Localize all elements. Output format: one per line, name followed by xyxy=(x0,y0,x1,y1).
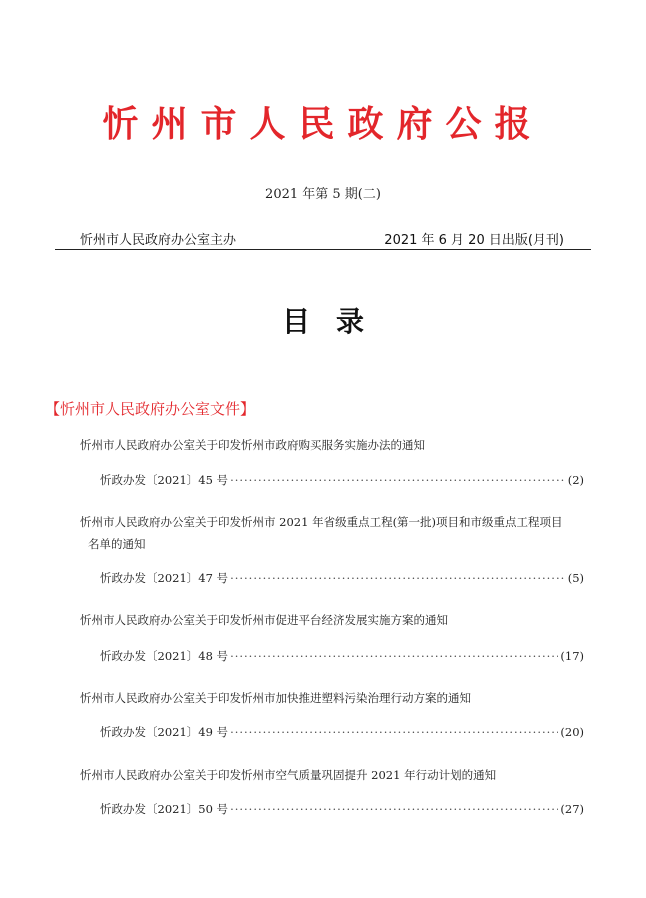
toc-entry-title-text: 忻州市人民政府办公室关于印发忻州市加快推进塑料污染治理行动方案的通知 xyxy=(80,691,471,705)
toc-entry-title[interactable] xyxy=(80,434,570,456)
toc-entry-ref[interactable] xyxy=(100,472,584,488)
masthead-title: 忻州市人民政府公报 xyxy=(102,103,544,145)
toc-entry-title-text: 忻州市人民政府办公室关于印发忻州市空气质量巩固提升 2021 年行动计划的通知 xyxy=(80,768,497,782)
section-heading: 【忻州市人民政府办公室文件】 xyxy=(45,400,256,418)
toc-entry-title[interactable] xyxy=(80,511,570,555)
toc-entry-ref[interactable] xyxy=(100,801,584,817)
toc-entry-title-continuation: 名单的通知 xyxy=(88,537,146,551)
toc-heading: 目录 xyxy=(281,305,390,338)
page-number: (20) xyxy=(560,725,584,739)
dot-leader xyxy=(230,571,566,585)
dot-leader xyxy=(230,473,566,487)
page-number: (27) xyxy=(560,802,584,816)
toc-entry-title[interactable] xyxy=(80,764,570,786)
toc-entry-ref[interactable] xyxy=(100,648,584,664)
doc-number: 忻政办发〔2021〕49 号 xyxy=(100,725,229,739)
page-number: (2) xyxy=(567,473,584,487)
header-divider xyxy=(55,249,591,250)
page-number: (17) xyxy=(560,649,584,663)
publish-date: 2021 年 6 月 20 日出版(月刊) xyxy=(384,233,564,248)
dot-leader xyxy=(230,649,558,663)
toc-entry-title[interactable] xyxy=(80,687,570,709)
page-number: (5) xyxy=(567,571,584,585)
doc-number: 忻政办发〔2021〕50 号 xyxy=(100,802,229,816)
dot-leader xyxy=(230,725,558,739)
doc-number: 忻政办发〔2021〕47 号 xyxy=(100,571,229,585)
doc-number: 忻政办发〔2021〕45 号 xyxy=(100,473,229,487)
toc-entry-title-text: 忻州市人民政府办公室关于印发忻州市促进平台经济发展实施方案的通知 xyxy=(80,613,448,627)
toc-entry-ref[interactable] xyxy=(100,570,584,586)
toc-entry-title-text: 忻州市人民政府办公室关于印发忻州市政府购买服务实施办法的通知 xyxy=(80,438,425,452)
issue-number: 2021 年第 5 期(二) xyxy=(265,187,381,202)
publisher-line: 忻州市人民政府办公室主办 xyxy=(80,233,237,248)
toc-entry-title-text: 忻州市人民政府办公室关于印发忻州市 2021 年省级重点工程(第一批)项目和市级重点工程项目 xyxy=(80,515,563,529)
dot-leader xyxy=(230,802,558,816)
doc-number: 忻政办发〔2021〕48 号 xyxy=(100,649,229,663)
toc-entry-title[interactable] xyxy=(80,609,570,631)
toc-entry-ref[interactable] xyxy=(100,724,584,740)
